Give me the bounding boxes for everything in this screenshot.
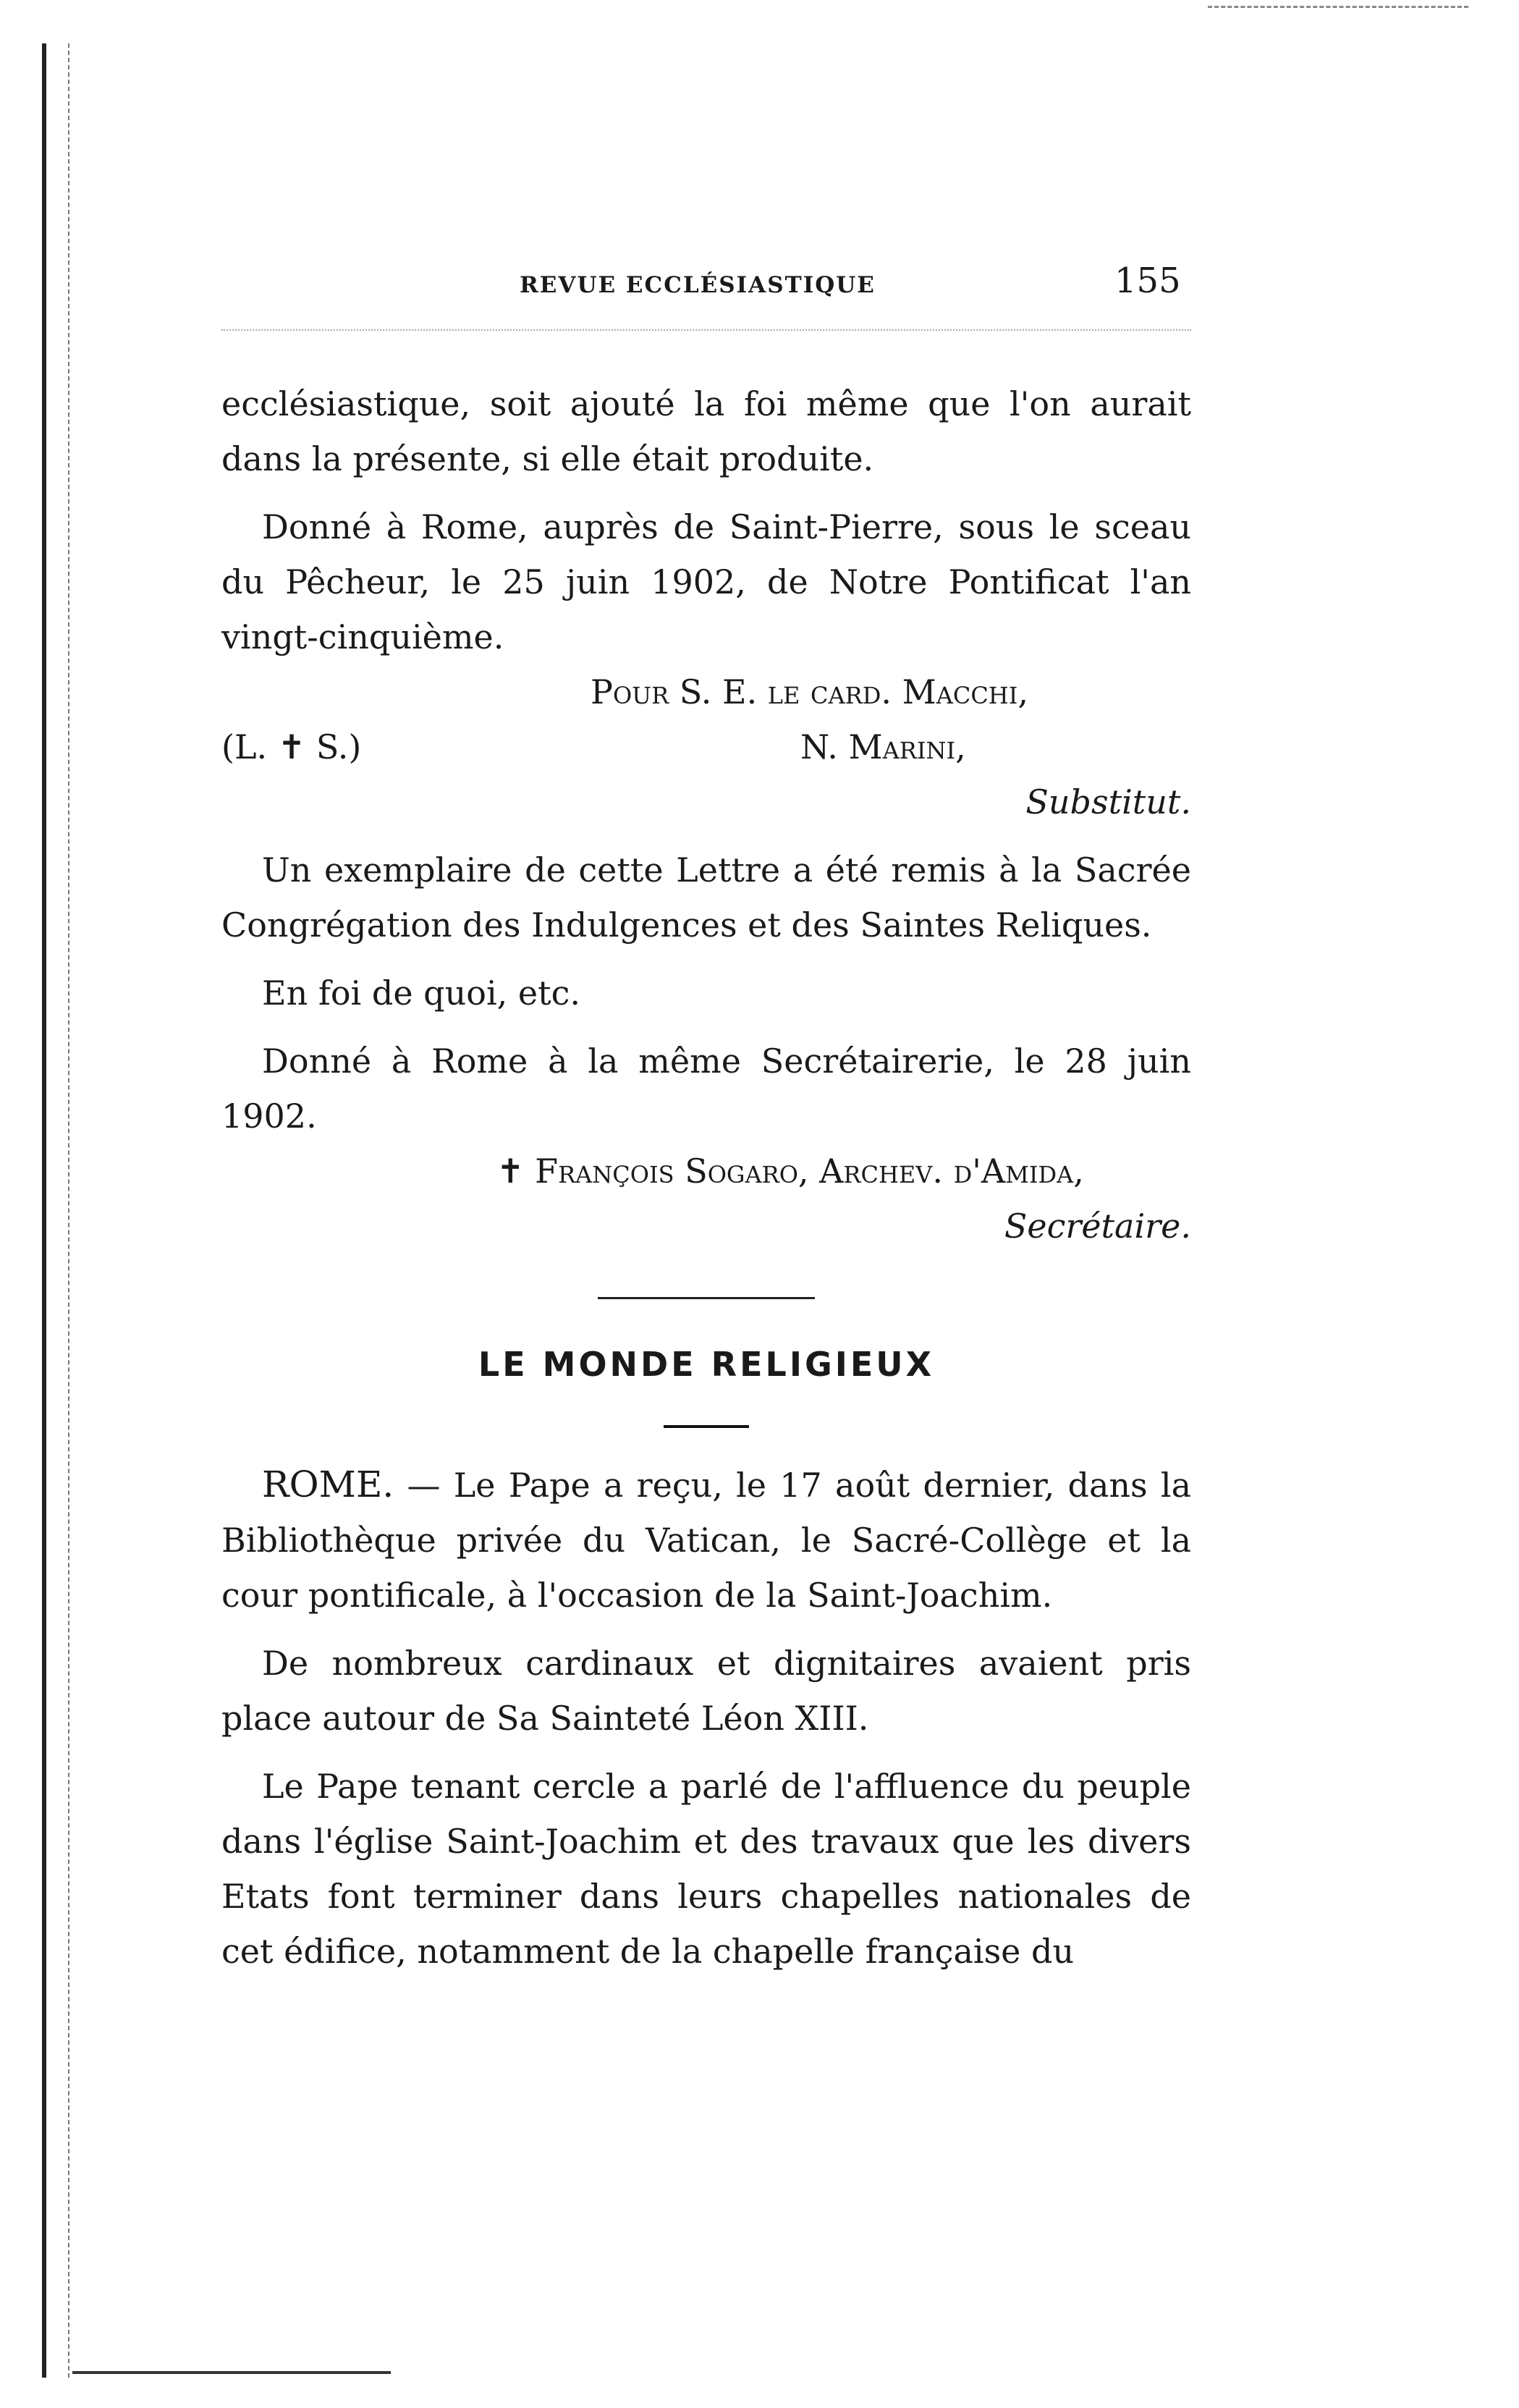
paragraph-pape-cercle: Le Pape tenant cercle a parlé de l'affluence du peuple dans l'église Saint-Joachim et des travaux que les divers Etats font terminer dans leurs chapelles nationales de cet édifice, notamment de la chapelle française du (221, 1767, 1191, 1971)
header-rule (221, 329, 1191, 331)
signature-secretary: Secrétaire. (1004, 1207, 1191, 1246)
signature-on-behalf: Pour S. E. le card. Macchi, (591, 672, 1028, 711)
scan-artifact-top (1208, 6, 1468, 8)
lead-word-rome: ROME. (262, 1463, 394, 1505)
signature-name: N. Marini, (800, 727, 966, 766)
scan-artifact-bottom (72, 2371, 391, 2374)
running-title: REVUE ECCLÉSIASTIQUE (520, 272, 876, 298)
page-body (221, 376, 1191, 1992)
paragraph-rome (221, 1457, 1191, 1623)
section-divider (598, 1297, 815, 1299)
paragraph-date-rome: Donné à Rome, auprès de Saint-Pierre, sous le sceau du Pêcheur, le 25 juin 1902, de Notre Pontificat l'an vingt-cinquième. (221, 507, 1191, 656)
signature-role-line (221, 774, 1191, 829)
running-header (221, 261, 1222, 304)
page-binding-edge (42, 43, 69, 2378)
signature-block-1 (221, 664, 1191, 719)
paragraph-en-foi: En foi de quoi, etc. (262, 973, 580, 1013)
paragraph-date-secretairerie: Donné à Rome à la même Secrétairerie, le 28 juin 1902. (221, 1042, 1191, 1136)
signature-secretary-line (221, 1199, 1191, 1254)
title-underline (664, 1425, 749, 1428)
signature-role: Substitut. (1025, 782, 1191, 821)
paragraph-continuation: ecclésiastique, soit ajouté la foi même que l'on aurait dans la présente, si elle était produite. (221, 384, 1191, 478)
signature-block-2 (221, 1144, 1191, 1199)
paragraph-rome-text: — Le Pape a reçu, le 17 août dernier, dans la Bibliothèque privée du Vatican, le Sacré-Collège et la cour pontificale, à l'occasion de la Saint-Joachim. (221, 1466, 1191, 1615)
seal-mark: (L. ✝ S.) (221, 727, 362, 766)
page-number: 155 (1114, 261, 1181, 301)
paragraph-cardinaux: De nombreux cardinaux et dignitaires avaient pris place autour de Sa Sainteté Léon XIII. (221, 1644, 1191, 1738)
paragraph-exemplaire: Un exemplaire de cette Lettre a été remis à la Sacrée Congrégation des Indulgences et des Saintes Reliques. (221, 850, 1191, 945)
signature-archbishop: ✝ François Sogaro, Archev. d'Amida, (496, 1152, 1084, 1191)
signature-seal-line (221, 719, 1191, 774)
section-title: LE MONDE RELIGIEUX (478, 1345, 935, 1384)
